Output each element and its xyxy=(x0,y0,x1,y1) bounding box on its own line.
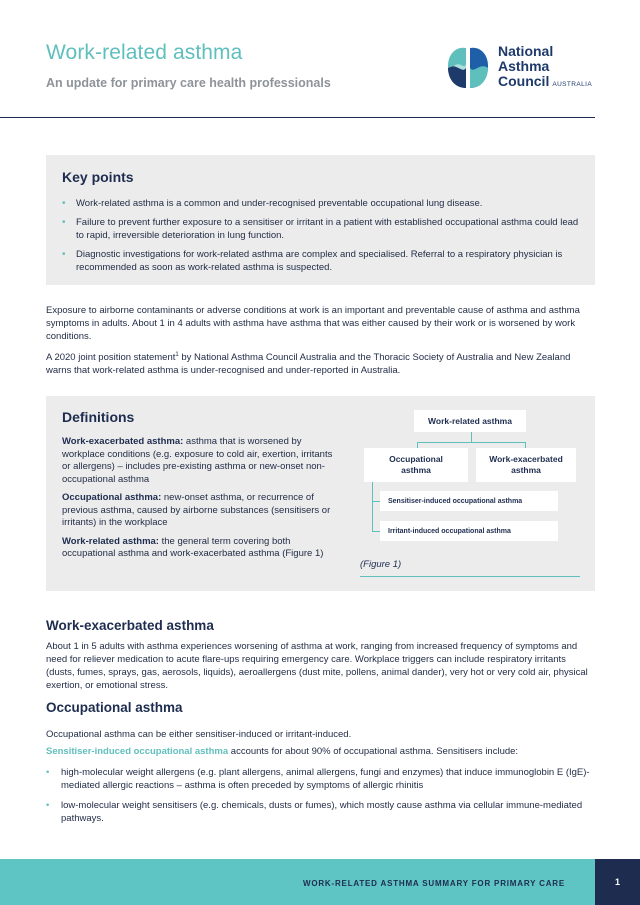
sensitiser-list xyxy=(46,766,596,832)
header-divider xyxy=(0,117,595,118)
page-number: 1 xyxy=(595,859,640,905)
logo-wordmark xyxy=(498,44,592,92)
occupational-intro: Occupational asthma can be either sensitiser-induced or irritant-induced. xyxy=(46,729,352,740)
diagram-node-work-related: Work-related asthma xyxy=(414,410,526,432)
page-subtitle: An update for primary care health professionals xyxy=(46,76,331,90)
definitions-list xyxy=(62,436,342,567)
lungs-logo-icon xyxy=(446,44,490,90)
definitions-panel xyxy=(46,396,595,591)
national-asthma-council-logo xyxy=(446,44,606,90)
list-item: • Work-related asthma is a common and under-recognised preventable occupational lung disease. xyxy=(62,197,582,210)
intro-paragraph-2: A 2020 joint position statement$^1$ by National Asthma Council Australia and the Thoracic Society of Australia and New Zealand warns that work-related asthma is under-recognised and under-reported in Australia. xyxy=(46,352,571,377)
list-item: • high-molecular weight allergens (e.g. plant allergens, animal allergens, fungi and enzymes) that induce immunoglobin E (IgE)-mediated allergic reactions – asthma is often preceded by symptoms of allergic rhinitis xyxy=(46,766,596,792)
work-exacerbated-body: About 1 in 5 adults with asthma experiences worsening of asthma at work, ranging from increased frequency of symptoms and need for reliever medication to acute flare-ups requiring emergency care. Workplace triggers can include respiratory irritants (dusts, fumes, sprays, gas, aerosols, liquids), aeroallergens (dust mite, pollens, animal dander), very hot or very cold air, physical exertion, or emotional stress. xyxy=(46,641,588,691)
list-item: • low-molecular weight sensitisers (e.g. chemicals, dusts or fumes), which mostly cause asthma via cellular immune-mediated pathways. xyxy=(46,799,596,825)
diagram-node-work-exacerbated: Work-exacerbated asthma xyxy=(476,448,576,482)
key-points-list xyxy=(62,197,582,280)
diagram-leaf-sensitiser-induced: Sensitiser-induced occupational asthma xyxy=(380,491,558,511)
key-points-panel xyxy=(46,155,595,285)
page-title: Work-related asthma xyxy=(46,41,243,64)
logo-country: AUSTRALIA xyxy=(552,81,593,88)
definition-work-related: Work-related asthma: the general term covering both occupational asthma and work-exacerbated asthma (Figure 1) xyxy=(62,535,324,559)
work-exacerbated-heading: Work-exacerbated asthma xyxy=(46,618,214,633)
diagram-leaf-irritant-induced: Irritant-induced occupational asthma xyxy=(380,521,558,541)
connector-line xyxy=(417,442,525,443)
definition-work-exacerbated: Work-exacerbated asthma: asthma that is worsened by workplace conditions (e.g. exposure to cold air, exertion, irritants or allergens) – includes pre-existing asthma or new-onset non-occupational asthma xyxy=(62,436,333,485)
logo-line-2: Asthma xyxy=(498,58,550,74)
diagram-node-occupational: Occupational asthma xyxy=(364,448,468,482)
key-points-heading: Key points xyxy=(62,169,134,185)
connector-line xyxy=(372,482,373,532)
footnote-reference[interactable]: 1 xyxy=(175,352,179,358)
list-item: • Diagnostic investigations for work-related asthma are complex and specialised. Referral to a respiratory physician is recommended as soon as work-related asthma is suspected. xyxy=(62,248,582,274)
definitions-heading: Definitions xyxy=(62,409,135,425)
logo-line-3: Council AUSTRALIA xyxy=(498,73,593,89)
connector-line xyxy=(372,531,380,532)
figure-caption: (Figure 1) xyxy=(360,559,402,570)
connector-line xyxy=(471,432,472,442)
page-footer xyxy=(0,859,595,905)
list-item: • Failure to prevent further exposure to a sensitiser or irritant in a patient with established occupational asthma could lead to rapid, irreversible deterioration in lung function. xyxy=(62,216,582,242)
connector-line xyxy=(372,501,380,502)
definition-occupational: Occupational asthma: new-onset asthma, or recurrence of previous asthma, caused by airborne substances (sensitisers or irritants) in the workplace xyxy=(62,492,331,528)
intro-paragraph-1: Exposure to airborne contaminants or adverse conditions at work is an important and preventable cause of asthma and asthma symptoms in adults. About 1 in 4 adults with asthma have asthma that was either caused by their work or is worsened by work conditions. xyxy=(46,305,580,342)
footer-title: WORK-RELATED ASTHMA SUMMARY FOR PRIMARY CARE xyxy=(302,879,565,888)
caption-underline xyxy=(360,576,580,577)
sensitiser-induced-term: Sensitiser-induced occupational asthma xyxy=(46,746,229,757)
logo-line-1: National xyxy=(498,43,554,59)
occupational-heading: Occupational asthma xyxy=(46,700,183,715)
sensitiser-paragraph: Sensitiser-induced occupational asthma accounts for about 90% of occupational asthma. Sensitisers include: xyxy=(46,746,519,757)
